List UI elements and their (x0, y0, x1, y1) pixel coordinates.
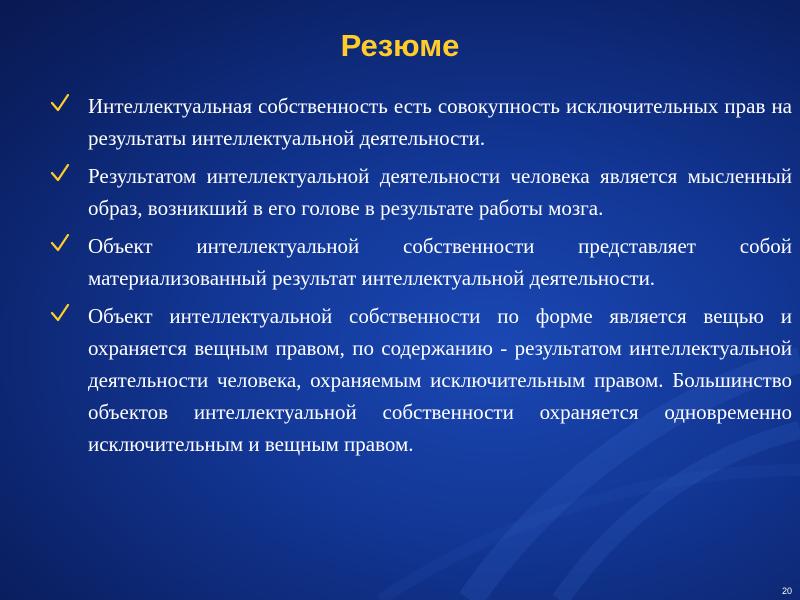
checkmark-icon (50, 304, 70, 322)
checkmark-icon (50, 234, 70, 252)
bullet-list (47, 90, 792, 466)
page-number: 20 (781, 586, 792, 596)
checkmark-icon (50, 164, 70, 182)
bullet-text: Объект интеллектуальной собственности по форме является вещью и охраняется вещным правом, по содержанию - результатом интеллектуальной деятельности человека, охраняемым исключительным правом. Большинство объектов интеллектуальной собственности охраняется одновременно исключительным и вещным правом. (88, 304, 792, 456)
bullet-text: Объект интеллектуальной собственности представляет собой материализованный результат интеллектуальной деятельности. (88, 234, 792, 290)
checkmark-icon (50, 94, 70, 112)
bullet-text: Интеллектуальная собственность есть совокупность исключительных прав на результаты интеллектуальной деятельности. (88, 94, 792, 150)
slide-title: Резюме (340, 28, 460, 63)
bullet-item (47, 160, 792, 224)
bullet-item (47, 300, 792, 460)
bullet-item (47, 230, 792, 294)
bullet-item (47, 90, 792, 154)
bullet-text: Результатом интеллектуальной деятельности человека является мысленный образ, возникший в его голове в результате работы мозга. (88, 164, 792, 220)
